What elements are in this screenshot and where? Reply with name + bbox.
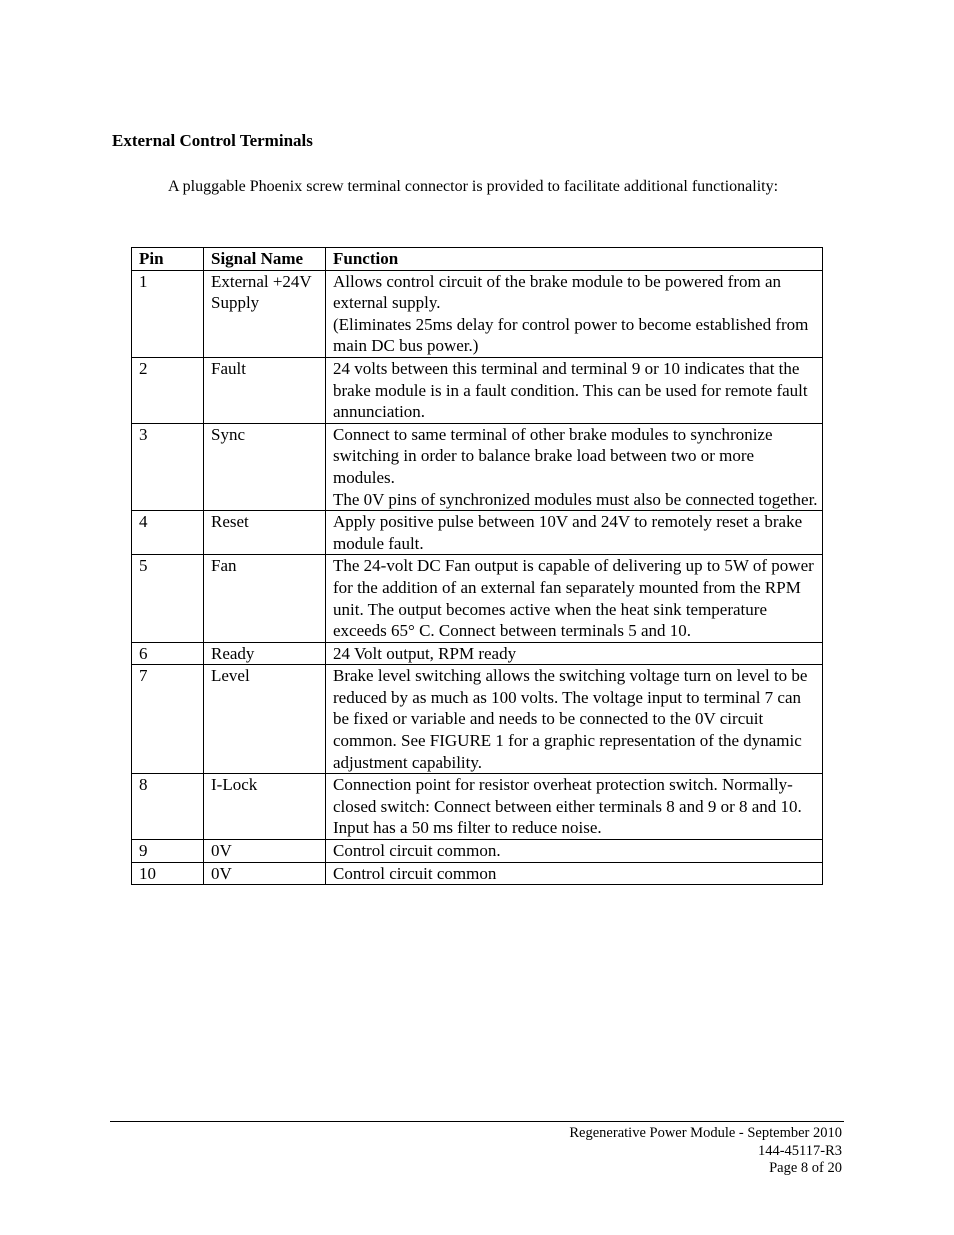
cell-pin: 2 (132, 357, 204, 423)
table-row (132, 665, 823, 774)
cell-signal-name: 0V (204, 862, 326, 885)
cell-pin: 8 (132, 774, 204, 840)
function-text: Apply positive pulse between 10V and 24V to remotely reset a brake module fault. (333, 512, 803, 553)
table-row (132, 555, 823, 642)
function-text: The 24-volt DC Fan output is capable of delivering up to 5W of power for the addition of an external fan separately mounted from the RPM unit. The output becomes active when the heat sink temperature exceeds 65° C. Connect between terminals 5 and 10. (333, 556, 814, 641)
intro-paragraph: A pluggable Phoenix screw terminal connector is provided to facilitate additional functionality: (168, 178, 779, 195)
function-text: The 0V pins of synchronized modules must also be connected together. (333, 489, 818, 509)
function-text: Control circuit common. (333, 841, 501, 861)
table-body (132, 270, 823, 885)
section-heading: External Control Terminals (112, 131, 313, 150)
table-row (132, 774, 823, 840)
cell-function (326, 642, 823, 665)
cell-signal-name: Level (204, 665, 326, 774)
function-text: Brake level switching allows the switching voltage turn on level to be reduced by as much as 100 volts. The voltage input to terminal 7 can be fixed or variable and needs to be connected to the 0V circuit common. See FIGURE 1 for a graphic representation of the dynamic adjustment capability. (333, 666, 808, 772)
cell-pin: 4 (132, 511, 204, 555)
cell-pin: 5 (132, 555, 204, 642)
cell-signal-name: Fault (204, 357, 326, 423)
cell-pin: 7 (132, 665, 204, 774)
cell-pin: 10 (132, 862, 204, 885)
cell-pin: 3 (132, 423, 204, 510)
table-row (132, 862, 823, 885)
table-row (132, 357, 823, 423)
cell-function (326, 270, 823, 357)
cell-function (326, 665, 823, 774)
cell-pin: 6 (132, 642, 204, 665)
cell-function (326, 862, 823, 885)
cell-signal-name: I-Lock (204, 774, 326, 840)
header-pin: Pin (132, 248, 204, 271)
cell-function (326, 840, 823, 863)
footer-page-number: Page 8 of 20 (769, 1160, 842, 1176)
cell-signal-name: External +24V Supply (204, 270, 326, 357)
page-footer (569, 1125, 842, 1178)
table-row (132, 270, 823, 357)
table-row (132, 642, 823, 665)
cell-signal-name: Fan (204, 555, 326, 642)
cell-function (326, 423, 823, 510)
header-function: Function (326, 248, 823, 271)
function-text: (Eliminates 25ms delay for control power to become established from main DC bus power.) (333, 314, 809, 356)
table-row (132, 511, 823, 555)
footer-divider (110, 1121, 844, 1122)
function-text: Connection point for resistor overheat protection switch. Normally-closed switch: Connect between either terminals 8 and 9 or 8 and 10. Input has a 50 ms filter to reduce noise. (333, 775, 802, 838)
cell-pin: 1 (132, 270, 204, 357)
cell-function (326, 511, 823, 555)
cell-signal-name: 0V (204, 840, 326, 863)
function-text: Connect to same terminal of other brake modules to synchronize switching in order to balance brake load between two or more modules. (333, 424, 773, 487)
header-signal-name: Signal Name (204, 248, 326, 271)
cell-pin: 9 (132, 840, 204, 863)
function-text: 24 Volt output, RPM ready (333, 643, 517, 663)
function-text: Control circuit common (333, 863, 497, 883)
table-row (132, 423, 823, 510)
cell-signal-name: Sync (204, 423, 326, 510)
cell-signal-name: Reset (204, 511, 326, 555)
cell-function (326, 357, 823, 423)
function-text: 24 volts between this terminal and terminal 9 or 10 indicates that the brake module is in a fault condition. This can be used for remote fault annunciation. (333, 358, 808, 422)
cell-function (326, 774, 823, 840)
function-text: Allows control circuit of the brake module to be powered from an external supply. (333, 271, 782, 313)
terminals-table (131, 247, 823, 885)
table-header-row (132, 248, 823, 271)
table-row (132, 840, 823, 863)
footer-document-title: Regenerative Power Module - September 2010 (569, 1125, 842, 1141)
footer-document-number: 144-45117-R3 (757, 1142, 842, 1159)
cell-function (326, 555, 823, 642)
cell-signal-name: Ready (204, 642, 326, 665)
